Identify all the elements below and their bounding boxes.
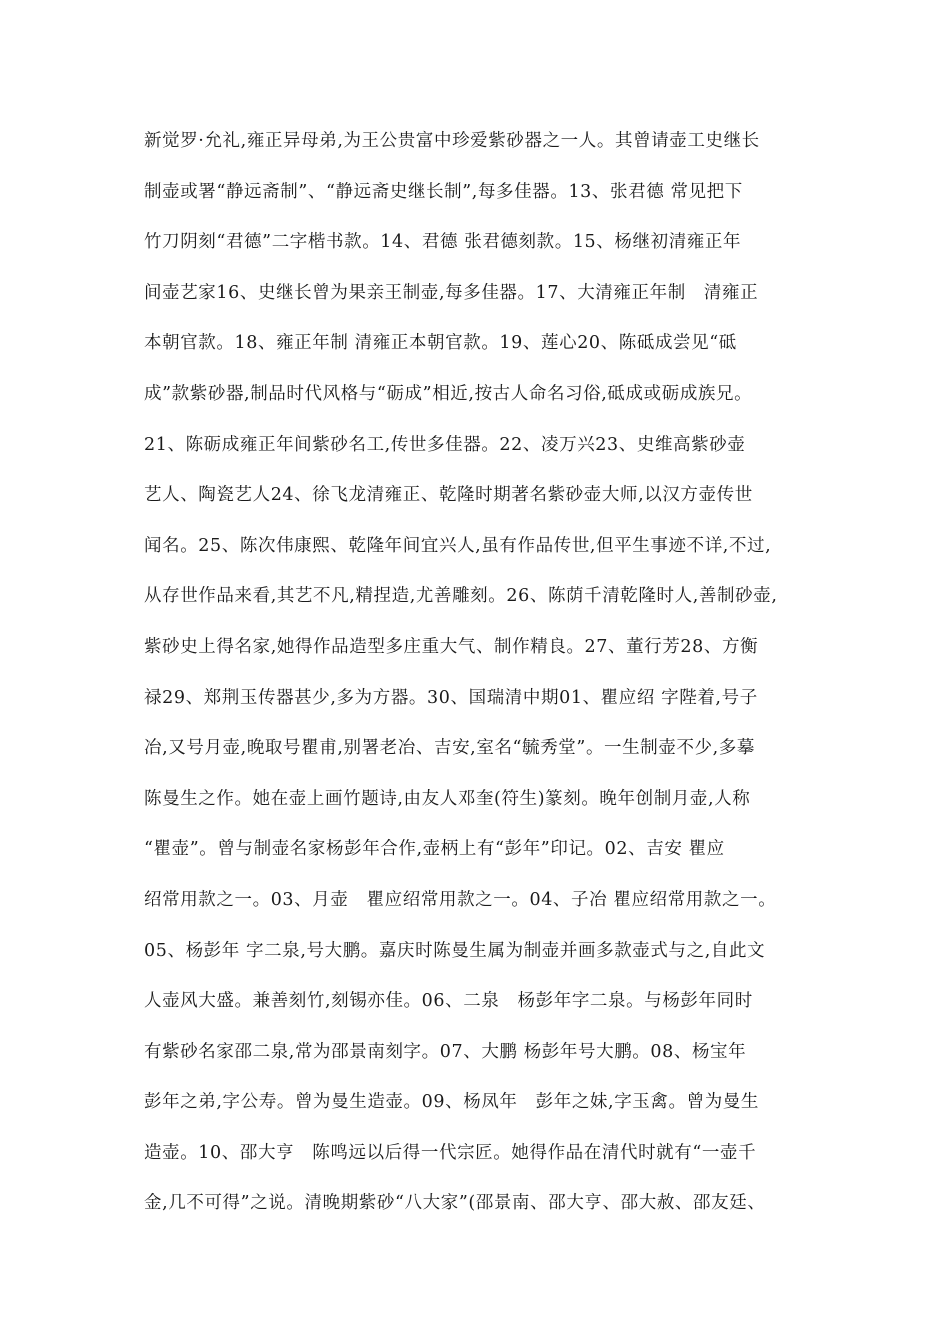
- text-line: 间壶艺家16、史继长曾为果亲王制壶,每多佳器。17、大清雍正年制 清雍正: [144, 282, 759, 303]
- text-line: 本朝官款。18、雍正年制 清雍正本朝官款。19、莲心20、陈砥成尝见“砥: [144, 333, 737, 354]
- text-line: 冶,又号月壶,晚取号瞿甫,别署老冶、吉安,室名“毓秀堂”。一生制壶不少,多摹: [144, 738, 756, 759]
- body-text: [144, 116, 844, 1229]
- text-line: 从存世作品来看,其艺不凡,精捏造,尤善雕刻。26、陈荫千清乾隆时人,善制砂壶,: [144, 586, 778, 607]
- text-line: 人壶风大盛。兼善刻竹,刻锡亦佳。06、二泉 杨彭年字二泉。与杨彭年同时: [144, 991, 753, 1012]
- text-line: 21、陈砺成雍正年间紫砂名工,传世多佳器。22、凌万兴23、史维高紫砂壶: [144, 434, 746, 455]
- text-line: 金,几不可得”之说。清晚期紫砂“八大家”(邵景南、邵大亨、邵大赦、邵友廷、: [144, 1193, 766, 1214]
- text-line: 陈曼生之作。她在壶上画竹题诗,由友人邓奎(符生)篆刻。晚年创制月壶,人称: [144, 788, 751, 809]
- text-line: 绍常用款之一。03、月壶 瞿应绍常用款之一。04、子冶 瞿应绍常用款之一。: [144, 889, 777, 910]
- text-line: 有紫砂名家邵二泉,常为邵景南刻字。07、大鹏 杨彭年号大鹏。08、杨宝年: [144, 1041, 747, 1062]
- text-line: 造壶。10、邵大亨 陈鸣远以后得一代宗匠。她得作品在清代时就有“一壶千: [144, 1142, 757, 1163]
- text-line: 艺人、陶瓷艺人24、徐飞龙清雍正、乾隆时期著名紫砂壶大师,以汉方壶传世: [144, 485, 753, 506]
- text-line: “瞿壶”。曾与制壶名家杨彭年合作,壶柄上有“彭年”印记。02、吉安 瞿应: [144, 839, 725, 860]
- text-line: 成”款紫砂器,制品时代风格与“砺成”相近,按古人命名习俗,砥成或砺成族兄。: [144, 383, 753, 404]
- text-line: 闻名。25、陈次伟康熙、乾隆年间宜兴人,虽有作品传世,但平生事迹不详,不过,: [144, 535, 772, 556]
- text-line: 竹刀阴刻“君德”二字楷书款。14、君德 张君德刻款。15、杨继初清雍正年: [144, 232, 742, 253]
- text-line: 新觉罗·允礼,雍正异母弟,为王公贵富中珍爱紫砂器之一人。其曾请壶工史继长: [144, 131, 760, 151]
- text-line: 制壶或署“静远斋制”、“静远斋史继长制”,每多佳器。13、张君德 常见把下: [144, 181, 743, 202]
- text-line: 05、杨彭年 字二泉,号大鹏。嘉庆时陈曼生属为制壶并画多款壶式与之,自此文: [144, 940, 766, 961]
- text-line: 彭年之弟,字公寿。曾为曼生造壶。09、杨凤年 彭年之妹,字玉禽。曾为曼生: [144, 1092, 759, 1113]
- text-line: 禄29、郑荆玉传器甚少,多为方器。30、国瑞清中期01、瞿应绍 字陛着,号子: [144, 687, 758, 708]
- text-line: 紫砂史上得名家,她得作品造型多庄重大气、制作精良。27、董行芳28、方衡: [144, 636, 759, 657]
